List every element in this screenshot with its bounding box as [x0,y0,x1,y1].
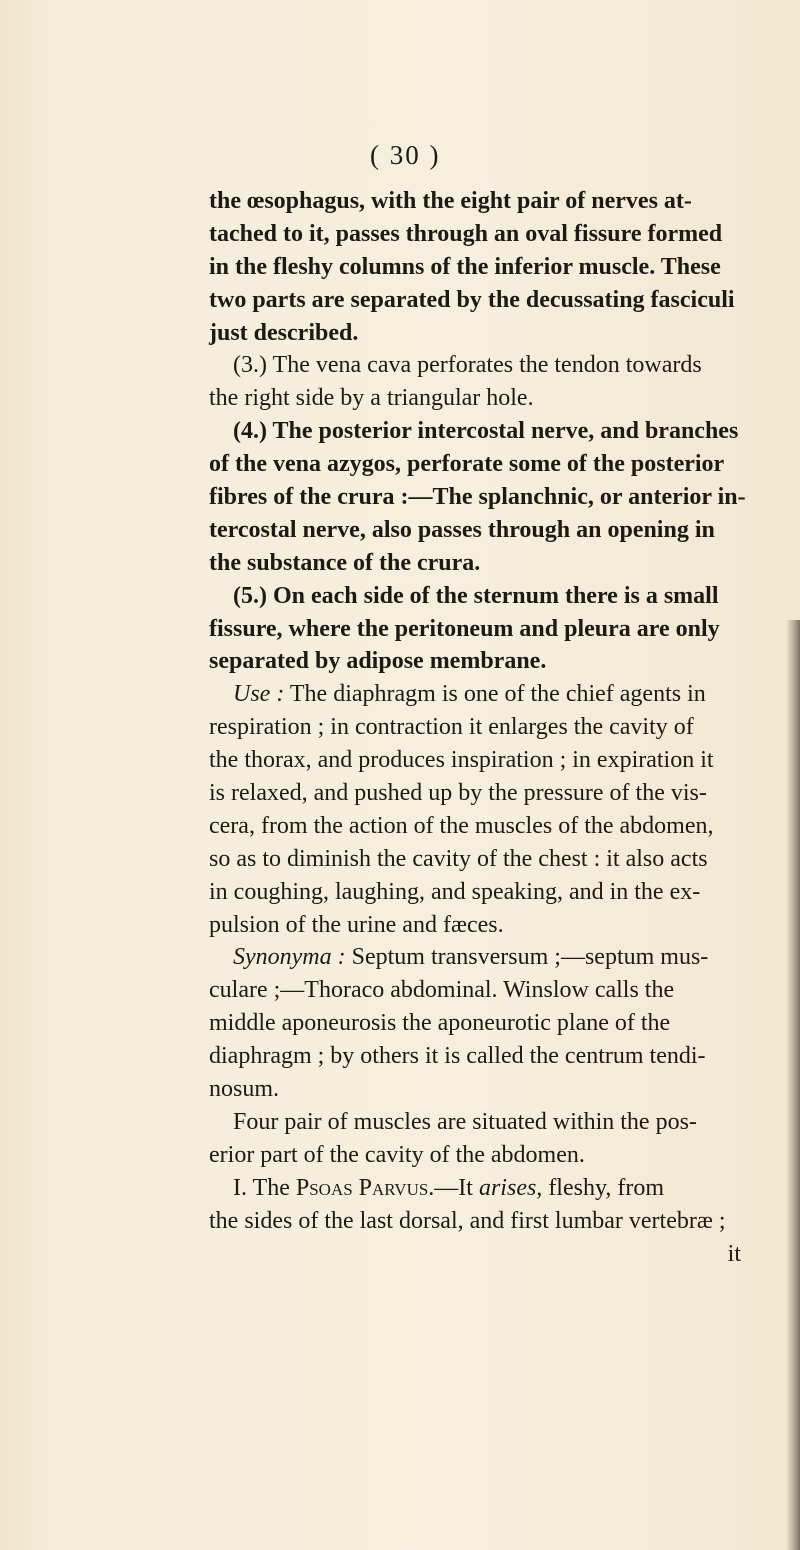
text-line [209,711,775,744]
line-text: —It [434,1174,479,1201]
line-text: the right side by a triangular hole. [209,385,534,412]
text-line [209,678,775,711]
line-text: (3.) The vena cava perforates the tendon towards [233,352,702,379]
line-text: is relaxed, and pushed up by the pressure of the vis- [209,780,707,807]
line-text: respiration ; in contraction it enlarges the cavity of [209,714,694,741]
line-text: I. The [233,1174,296,1201]
line-text: fissure, where the peritoneum and pleura are only [209,615,720,642]
line-text: Septum transversum ;—septum mus- [345,944,709,971]
line-text: nosum. [209,1076,280,1103]
text-line [209,185,775,218]
line-text: pulsion of the urine and fæces. [209,911,504,938]
text-line [209,909,775,942]
text-line [209,1007,775,1040]
line-text: the œsophagus, with the eight pair of nerves at- [209,188,692,214]
line-text: (4.) The posterior intercostal nerve, and branches [233,418,739,445]
page-edge-shadow [786,620,800,1550]
page-number: ( 30 ) [370,140,441,170]
line-text: in coughing, laughing, and speaking, and in the ex- [209,878,701,905]
line-text: so as to diminish the cavity of the chest : it also acts [209,845,708,872]
text-line [209,974,775,1007]
line-text: the substance of the crura. [209,549,481,576]
line-text: diaphragm ; by others it is called the centrum tendi- [209,1043,706,1070]
text-line [209,941,775,974]
text-line [209,1139,775,1172]
line-text: (5.) On each side of the sternum there is a small [233,582,719,609]
line-text: the sides of the last dorsal, and first lumbar vertebræ ; [209,1207,726,1234]
line-text: Four pair of muscles are situated within the pos- [233,1108,697,1135]
line-text: middle aponeurosis the aponeurotic plane of the [209,1010,671,1037]
line-text: fleshy, from [542,1174,665,1201]
text-line [209,843,775,876]
line-text: erior part of the cavity of the abdomen. [209,1141,585,1168]
text-line [209,251,775,284]
text-line [209,1205,775,1238]
text-line [209,382,775,415]
text-line [209,317,775,350]
line-text: tercostal nerve, also passes through an opening in [209,516,715,543]
text-line [209,349,775,382]
line-text: fibres of the crura :—The splanchnic, or anterior in- [209,484,746,511]
section-label: Synonyma : [233,944,346,971]
line-text: tached to it, passes through an oval fissure formed [209,220,723,247]
text-line [209,645,775,678]
text-line [209,218,775,251]
text-line [209,1106,775,1139]
text-line [209,415,775,448]
text-line [209,514,775,547]
text-line [209,481,775,514]
section-label: Use : [233,681,285,708]
body-text [209,185,775,1270]
text-line [209,1040,775,1073]
line-text: in the fleshy columns of the inferior muscle. These [209,253,721,280]
catchword: it [727,1240,741,1267]
text-line [209,1238,775,1271]
text-line [209,1073,775,1106]
text-line [209,777,775,810]
line-text: cera, from the action of the muscles of the abdomen, [209,812,714,839]
text-line [209,284,775,317]
text-line [209,448,775,481]
line-text: separated by adipose membrane. [209,648,547,675]
line-text: just described. [209,319,359,346]
text-line [209,580,775,613]
line-text: culare ;—Thoraco abdominal. Winslow calls the [209,977,675,1004]
line-text: of the vena azygos, perforate some of the posterior [209,451,725,478]
text-line [209,613,775,646]
text-line [209,1172,775,1205]
text-line [209,876,775,909]
muscle-name: Psoas Parvus. [295,1174,435,1201]
text-line [209,744,775,777]
line-text: The diaphragm is one of the chief agents in [284,681,706,708]
italic-term: arises, [478,1174,543,1201]
line-text: two parts are separated by the decussating fasciculi [209,286,735,313]
text-line [209,547,775,580]
text-line [209,810,775,843]
line-text: the thorax, and produces inspiration ; in expiration it [209,747,714,774]
